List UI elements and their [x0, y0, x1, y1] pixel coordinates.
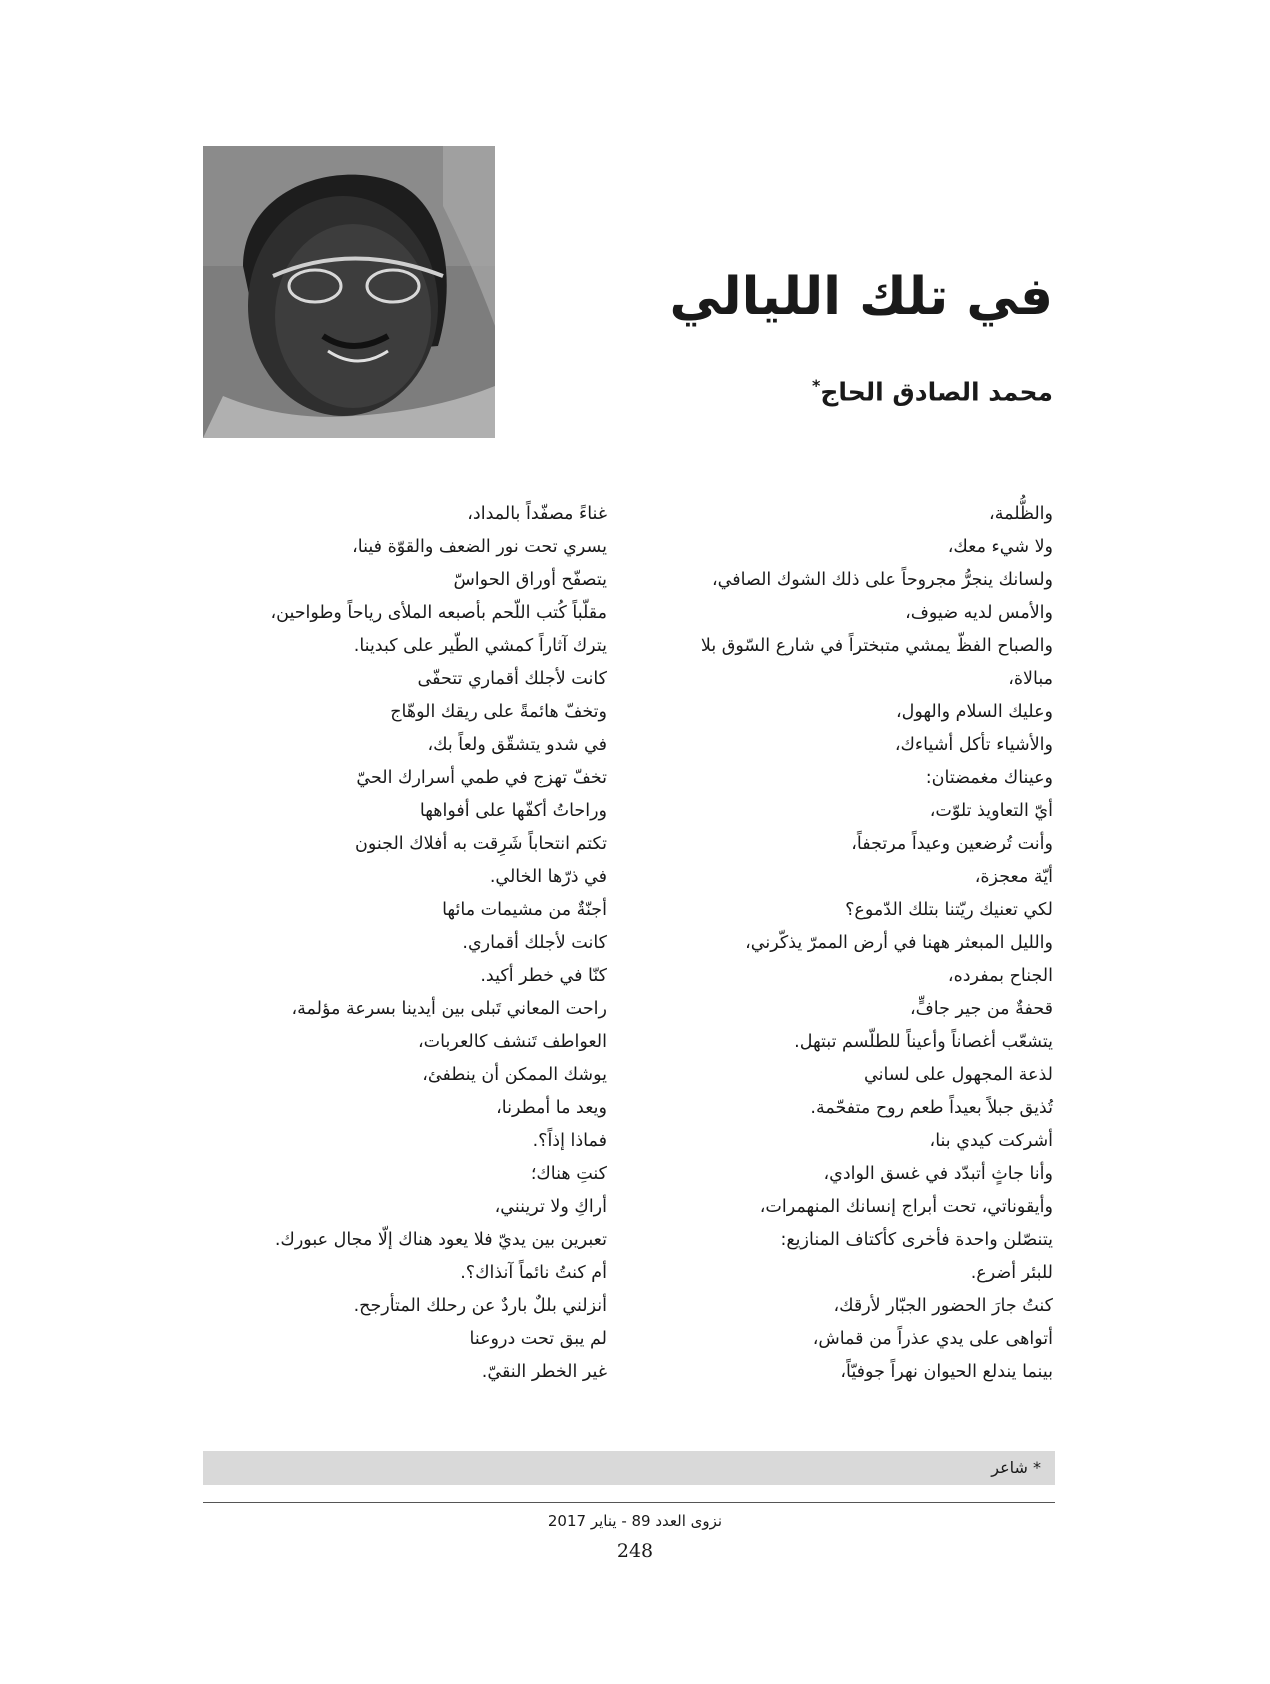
author-name-text: محمد الصادق الحاج [820, 377, 1053, 407]
poem-line: لم يبق تحت دروعنا [469, 1329, 607, 1349]
poem-line: وأنا جاثٍ أتبدّد في غسق الوادي، [823, 1164, 1053, 1184]
poem-line: يتصفّح أوراق الحواسّ [453, 570, 607, 590]
author-portrait-illustration [203, 146, 495, 438]
poem-line: مقلّباً كُتب اللّحم بأصبعه الملأى رياحاً وطواحين، [270, 603, 607, 623]
poem-line: ولا شيء معك، [947, 537, 1053, 557]
poem-line: مبالاة، [1008, 669, 1053, 689]
author-photo [203, 146, 495, 438]
poem-line: تُذيق جبلاً بعيداً طعم روح متفحّمة. [810, 1098, 1053, 1118]
poem-line: يترك آثاراً كمشي الطّير على كبدينا. [353, 636, 607, 656]
poem-line: والليل المبعثر ههنا في أرض الممرّ يذكّرني، [745, 933, 1053, 953]
poem-line: راحت المعاني تَبلى بين أيدينا بسرعة مؤلمة، [291, 999, 607, 1019]
poem-line: أراكِ ولا ترينني، [494, 1197, 607, 1217]
author-name [812, 368, 1053, 410]
poem-line: لكي تعنيك ريّتنا بتلك الدّموع؟ [845, 900, 1053, 920]
poem-line: كنتُ جارَ الحضور الجبّار لأرقك، [833, 1296, 1053, 1316]
poem-line: وراحاتُ أكفّها على أفواهها [419, 801, 607, 821]
poem-line: العواطف تَنشف كالعربات، [417, 1032, 607, 1052]
poem-column-right [633, 498, 1053, 1389]
poem-line: تعبرين بين يديّ فلا يعود هناك إلّا مجال عبورك. [274, 1230, 607, 1250]
poem-line: فماذا إذاً؟. [532, 1131, 607, 1151]
poem-line: أتواهى على يدي عذراً من قماش، [812, 1329, 1053, 1349]
footnote-bar [203, 1451, 1055, 1485]
poem-line: وأيقوناتي، تحت أبراج إنسانك المنهمرات، [759, 1197, 1053, 1217]
poem-line: كانت لأجلك أقماري. [462, 933, 607, 953]
poem-line: والصباح الفظّ يمشي متبختراً في شارع السّوق بلا [700, 636, 1053, 656]
poem-line: وأنت تُرضعين وعيداً مرتجفاً، [851, 834, 1053, 854]
poem-line: أجنّةٌ من مشيمات مائها [442, 900, 607, 920]
poem-line: كانت لأجلك أقماري تتحفّى [417, 669, 607, 689]
footnote-text: * شاعر [991, 1458, 1041, 1477]
poem-line: يتشعّب أغصاناً وأعيناً للطلّسم تبتهل. [794, 1032, 1053, 1052]
poem-line: أم كنتُ نائماً آنذاك؟. [460, 1263, 607, 1283]
poem-line: أيّ التعاويذ تلوّت، [929, 801, 1053, 821]
poem-title: في تلك الليالي [669, 267, 1053, 327]
issue-line: نزوى العدد 89 - يناير 2017 [547, 1512, 723, 1530]
poem-line: لذعة المجهول على لساني [863, 1065, 1053, 1085]
poem-column-left [162, 498, 607, 1389]
poem-line: الجناح بمفرده، [947, 966, 1053, 986]
poem-line: يتنصّلن واحدة فأخرى كأكتاف المنازيع: [780, 1230, 1053, 1250]
poem-line: قحفةٌ من جير جافٍّ، [910, 999, 1053, 1019]
poem-line: ويعد ما أمطرنا، [496, 1098, 607, 1118]
poem-line: يسري تحت نور الضعف والقوّة فينا، [352, 537, 607, 557]
poem-line: أشركت كيدي بنا، [929, 1131, 1053, 1151]
poem-line: كنتِ هناك؛ [530, 1164, 607, 1184]
poem-line: غير الخطر النقيّ. [481, 1362, 607, 1382]
poem-line: ولسانك ينجرُّ مجروحاً على ذلك الشوك الصافي، [711, 570, 1053, 590]
poem-line: في ذرّها الخالي. [489, 867, 607, 887]
author-footnote-marker: * [811, 376, 821, 395]
poem-line: والأشياء تأكل أشياءك، [894, 735, 1053, 755]
poem-line: تخفّ تهزج في طمي أسرارك الحيّ [356, 768, 607, 788]
poem-line: غناءً مصفّداً بالمداد، [467, 504, 607, 524]
poem-line: وعيناك مغمضتان: [925, 768, 1053, 788]
poem-line: أيّة معجزة، [974, 867, 1053, 887]
poem-line: في شدو يتشقّق ولعاً بك، [427, 735, 607, 755]
poem-line: وعليك السلام والهول، [895, 702, 1053, 722]
poem-line: والظُّلمة، [989, 504, 1053, 524]
poem-line: كنّا في خطر أكيد. [480, 966, 607, 986]
footer-divider [203, 1502, 1055, 1503]
poem-line: والأمس لديه ضيوف، [905, 603, 1053, 623]
page-number: 248 [616, 1540, 654, 1562]
poem-line: أنزلني بللٌ باردٌ عن رحلك المتأرجح. [353, 1296, 607, 1316]
poem-line: للبئر أضرع. [970, 1263, 1053, 1283]
poem-line: وتخفّ هائمةً على ريقك الوهّاج [390, 702, 607, 722]
poem-line: يوشك الممكن أن ينطفئ، [422, 1065, 607, 1085]
poem-line: تكتم انتحاباً شَرِقت به أفلاك الجنون [355, 834, 607, 854]
poem-line: بينما يندلع الحيوان نهراً جوفيّاً، [840, 1362, 1053, 1382]
